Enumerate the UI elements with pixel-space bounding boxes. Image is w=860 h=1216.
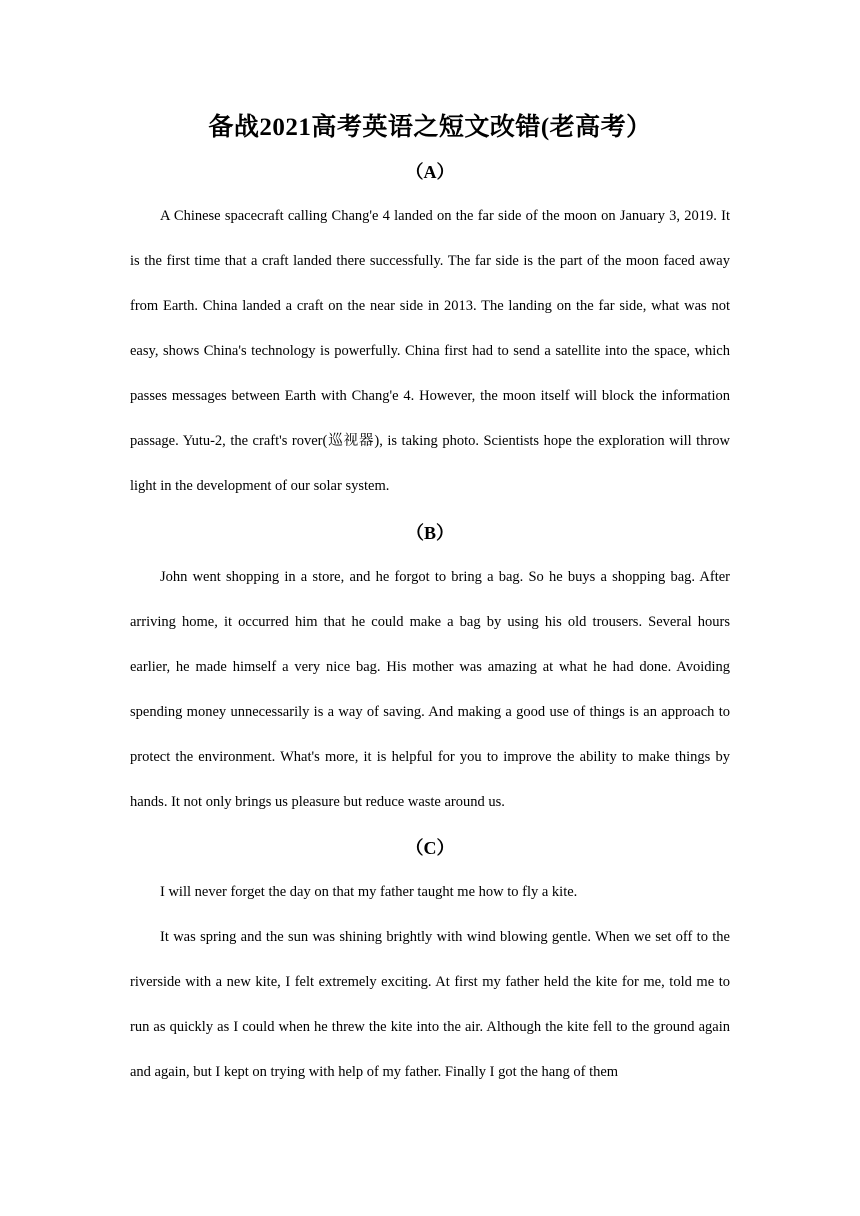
passage-b-paragraph: John went shopping in a store, and he forgot to bring a bag. So he buys a shopping bag. After arriving home, it occurred him that he could make a bag by using his old trousers. Several hours earlier, he made himself a very nice bag. His mother was amazing at what he had done. Avoiding spending money unnecessarily is a way of saving. And making a good use of things is an approach to protect the environment. What's more, it is helpful for you to improve the ability to make things by hands. It not only brings us pleasure but reduce waste around us. bbox=[130, 569, 730, 810]
passage-a-paragraph: A Chinese spacecraft calling Chang'e 4 landed on the far side of the moon on January 3, 2019. It is the first time that a craft landed there successfully. The far side is the part of the moon faced away from Earth. China landed a craft on the near side in 2013. The landing on the far side, what was not easy, shows China's technology is powerfully. China first had to send a satellite into the space, which passes messages between Earth with Chang'e 4. However, the moon itself will block the information passage. Yutu-2, the craft's rover(巡视器), is taking photo. Scientists hope the exploration will throw light in the development of our solar system. bbox=[130, 208, 730, 494]
passage-b bbox=[130, 555, 730, 825]
passage-a bbox=[130, 194, 730, 509]
passage-c-paragraph-2: It was spring and the sun was shining brightly with wind blowing gentle. When we set off to the riverside with a new kite, I felt extremely exciting. At first my father held the kite for me, told me to run as quickly as I could when he threw the kite into the air. Although the kite fell to the ground again and again, but I kept on trying with help of my father. Finally I got the hang of them bbox=[130, 929, 730, 1080]
section-heading-b: （B） bbox=[405, 523, 454, 543]
passage-c-paragraph-1: I will never forget the day on that my father taught me how to fly a kite. bbox=[160, 884, 578, 900]
section-heading-a: （A） bbox=[405, 162, 455, 182]
document-title: 备战2021高考英语之短文改错(老高考） bbox=[208, 114, 652, 141]
passage-c bbox=[130, 870, 730, 1095]
section-heading-c: （C） bbox=[405, 838, 455, 858]
